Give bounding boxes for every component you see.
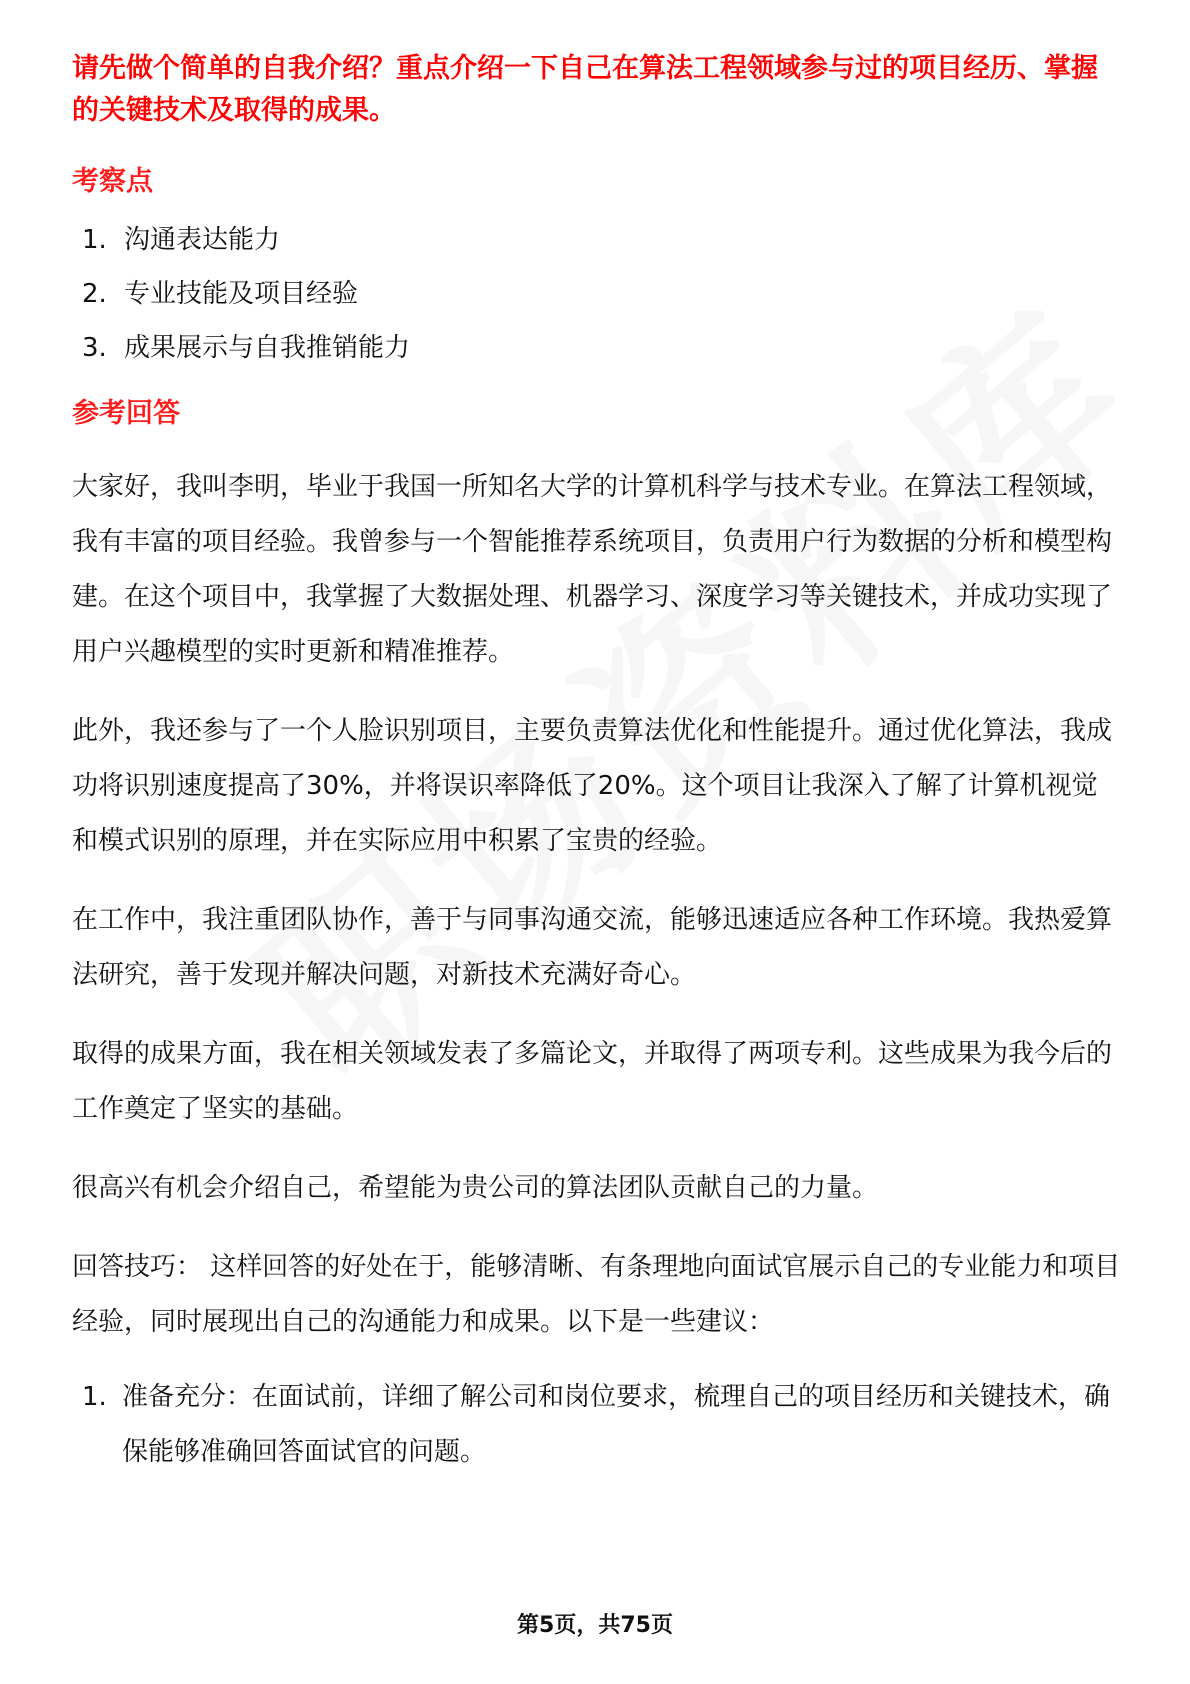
- focus-item-number: 3.: [82, 333, 107, 363]
- focus-item: [72, 328, 1122, 368]
- tip-item: [72, 1370, 1122, 1480]
- answer-paragraph: 很高兴有机会介绍自己，希望能为贵公司的算法团队贡献自己的力量。: [72, 1173, 879, 1203]
- answer-paragraph: 取得的成果方面，我在相关领域发表了多篇论文，并取得了两项专利。这些成果为我今后的工作奠定了坚实的基础。: [72, 1039, 1113, 1124]
- focus-item: [72, 274, 1122, 314]
- focus-item-number: 1.: [82, 225, 107, 255]
- interview-question: 请先做个简单的自我介绍？重点介绍一下自己在算法工程领域参与过的项目经历、掌握的关键技术及取得的成果。: [72, 53, 1098, 126]
- focus-item-text: 专业技能及项目经验: [124, 279, 359, 309]
- answer-tips-intro: 回答技巧： 这样回答的好处在于，能够清晰、有条理地向面试官展示自己的专业能力和项目经验，同时展现出自己的沟通能力和成果。以下是一些建议：: [72, 1252, 1121, 1337]
- focus-list: [72, 220, 1122, 368]
- answer-paragraph: 此外，我还参与了一个人脸识别项目，主要负责算法优化和性能提升。通过优化算法，我成功将识别速度提高了30%，并将误识率降低了20%。这个项目让我深入了解了计算机视觉和模式识别的原理，并在实际应用中积累了宝贵的经验。: [72, 716, 1113, 856]
- tips-list: [72, 1370, 1122, 1480]
- answer-paragraph: 在工作中，我注重团队协作，善于与同事沟通交流，能够迅速适应各种工作环境。我热爱算法研究，善于发现并解决问题，对新技术充满好奇心。: [72, 905, 1113, 990]
- tip-item-number: 1.: [82, 1382, 107, 1412]
- page-content: [72, 48, 1122, 1480]
- page-number: 第5页，共75页: [517, 1613, 673, 1638]
- focus-item-text: 成果展示与自我推销能力: [124, 333, 411, 363]
- answer-paragraph: 大家好，我叫李明，毕业于我国一所知名大学的计算机科学与技术专业。在算法工程领域，我有丰富的项目经验。我曾参与一个智能推荐系统项目，负责用户行为数据的分析和模型构建。在这个项目中，我掌握了大数据处理、机器学习、深度学习等关键技术，并成功实现了用户兴趣模型的实时更新和精准推荐。: [72, 472, 1113, 667]
- answer-heading: 参考回答: [72, 398, 180, 429]
- focus-heading: 考察点: [72, 166, 153, 197]
- focus-item: [72, 220, 1122, 260]
- focus-item-text: 沟通表达能力: [124, 225, 281, 255]
- focus-item-number: 2.: [82, 279, 107, 309]
- tip-item-text: 准备充分：在面试前，详细了解公司和岗位要求，梳理自己的项目经历和关键技术，确保能够准确回答面试官的问题。: [122, 1382, 1111, 1467]
